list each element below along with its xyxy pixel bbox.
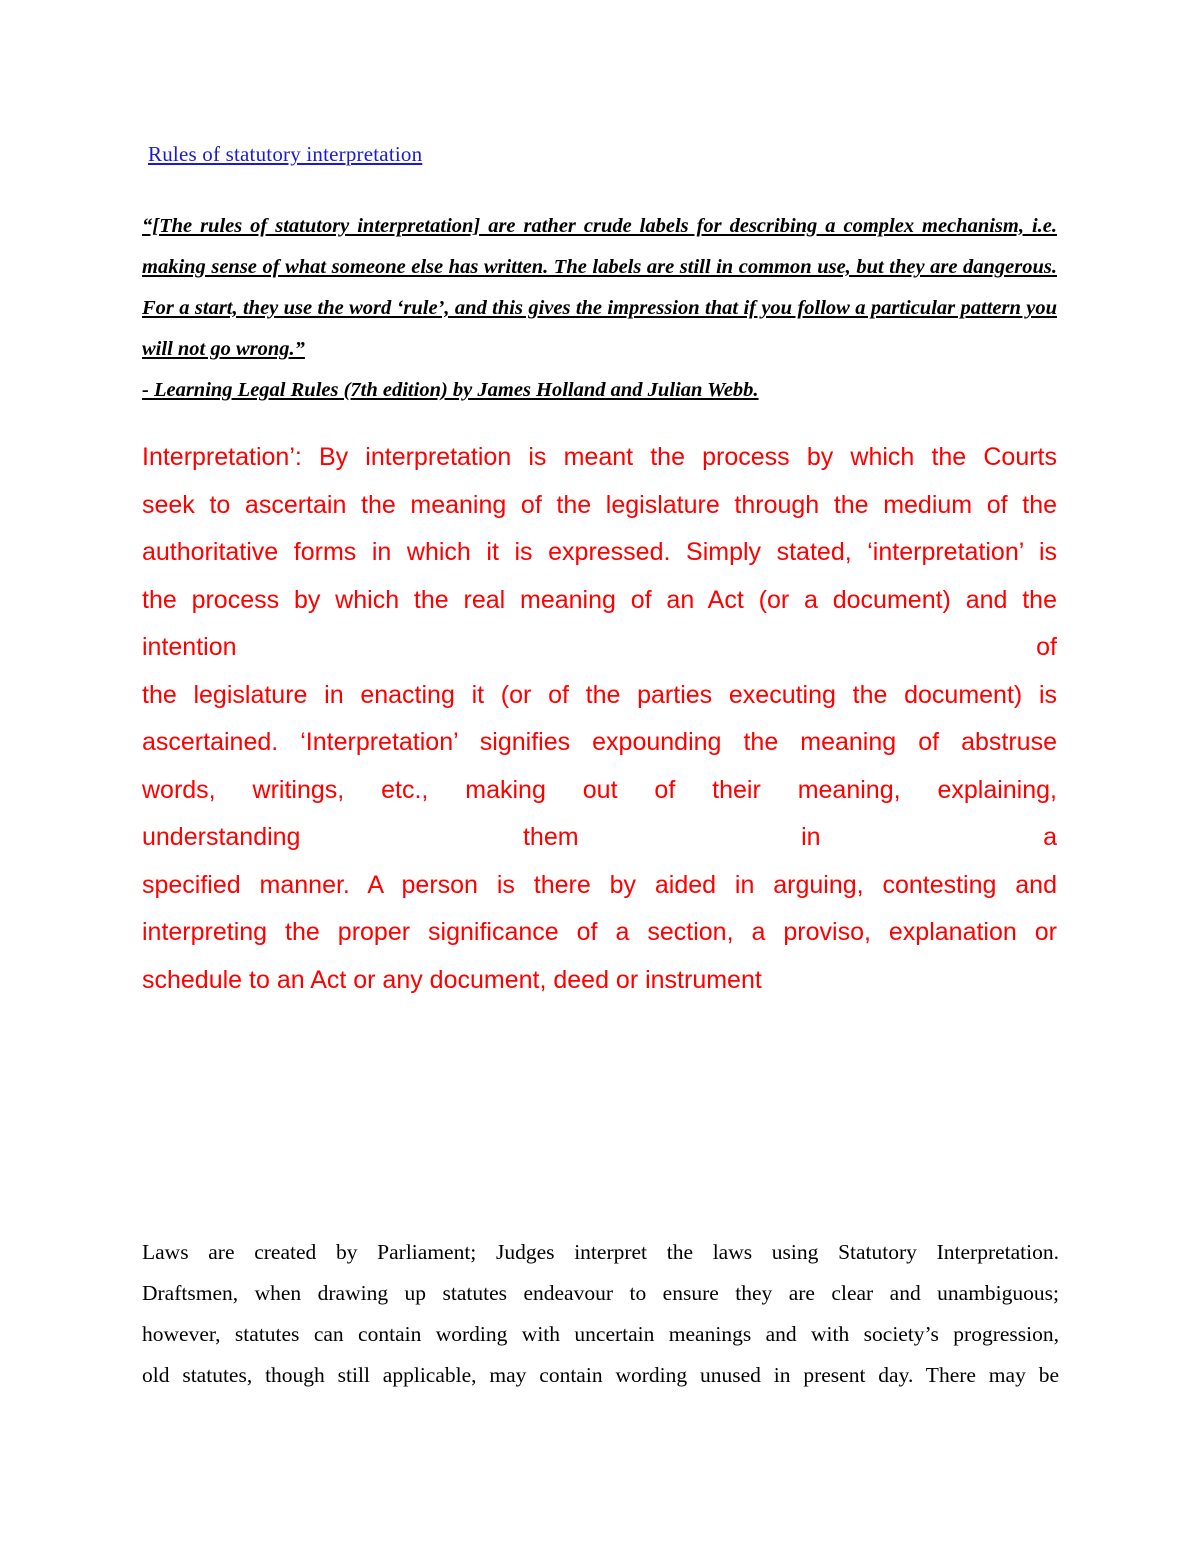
definition-line: Interpretation’: By interpretation is meant the process by which the Courts xyxy=(142,443,1057,471)
body-line: Laws are created by Parliament; Judges interpret the laws using Statutory Interpretation. xyxy=(142,1240,1059,1264)
definition-line: understanding them in a xyxy=(142,823,1057,851)
definition-line: schedule to an Act or any document, deed or instrument xyxy=(142,965,762,994)
quotation-block xyxy=(142,206,1057,411)
quotation-source: - Learning Legal Rules (7th edition) by James Holland and Julian Webb. xyxy=(142,379,759,401)
definition-line: specified manner. A person is there by aided in arguing, contesting and xyxy=(142,870,1057,899)
definition-line: the process by which the real meaning of an Act (or a document) and the xyxy=(142,585,1057,614)
body-line: however, statutes can contain wording with uncertain meanings and with society’s progression, xyxy=(142,1322,1059,1346)
quotation-text: “[The rules of statutory interpretation] are rather crude labels for describing a complex mechanism, i.e. making sense of what someone else has written. The labels are still in common use, but they are dangerous. For a start, they use the word ‘rule’, and this gives the impression that if you follow a particular pattern you will not go wrong.” xyxy=(142,215,1057,360)
definition-line: intention of xyxy=(142,633,1057,661)
definition-line: interpreting the proper significance of a section, a proviso, explanation or xyxy=(142,918,1057,946)
definition-line: words, writings, etc., making out of their meaning, explaining, xyxy=(142,775,1057,804)
definition-line: the legislature in enacting it (or of the parties executing the document) is xyxy=(142,680,1057,709)
body-line: old statutes, though still applicable, may contain wording unused in present day. There may be xyxy=(142,1363,1059,1387)
definition-line: seek to ascertain the meaning of the legislature through the medium of the xyxy=(142,490,1057,519)
definition-line: ascertained. ‘Interpretation’ signifies expounding the meaning of abstruse xyxy=(142,728,1057,756)
interpretation-definition xyxy=(142,434,1057,1004)
body-paragraph xyxy=(142,1232,1059,1396)
body-line: Draftsmen, when drawing up statutes endeavour to ensure they are clear and unambiguous; xyxy=(142,1281,1059,1305)
document-heading[interactable]: Rules of statutory interpretation xyxy=(148,142,423,166)
definition-line: authoritative forms in which it is expressed. Simply stated, ‘interpretation’ is xyxy=(142,538,1057,566)
